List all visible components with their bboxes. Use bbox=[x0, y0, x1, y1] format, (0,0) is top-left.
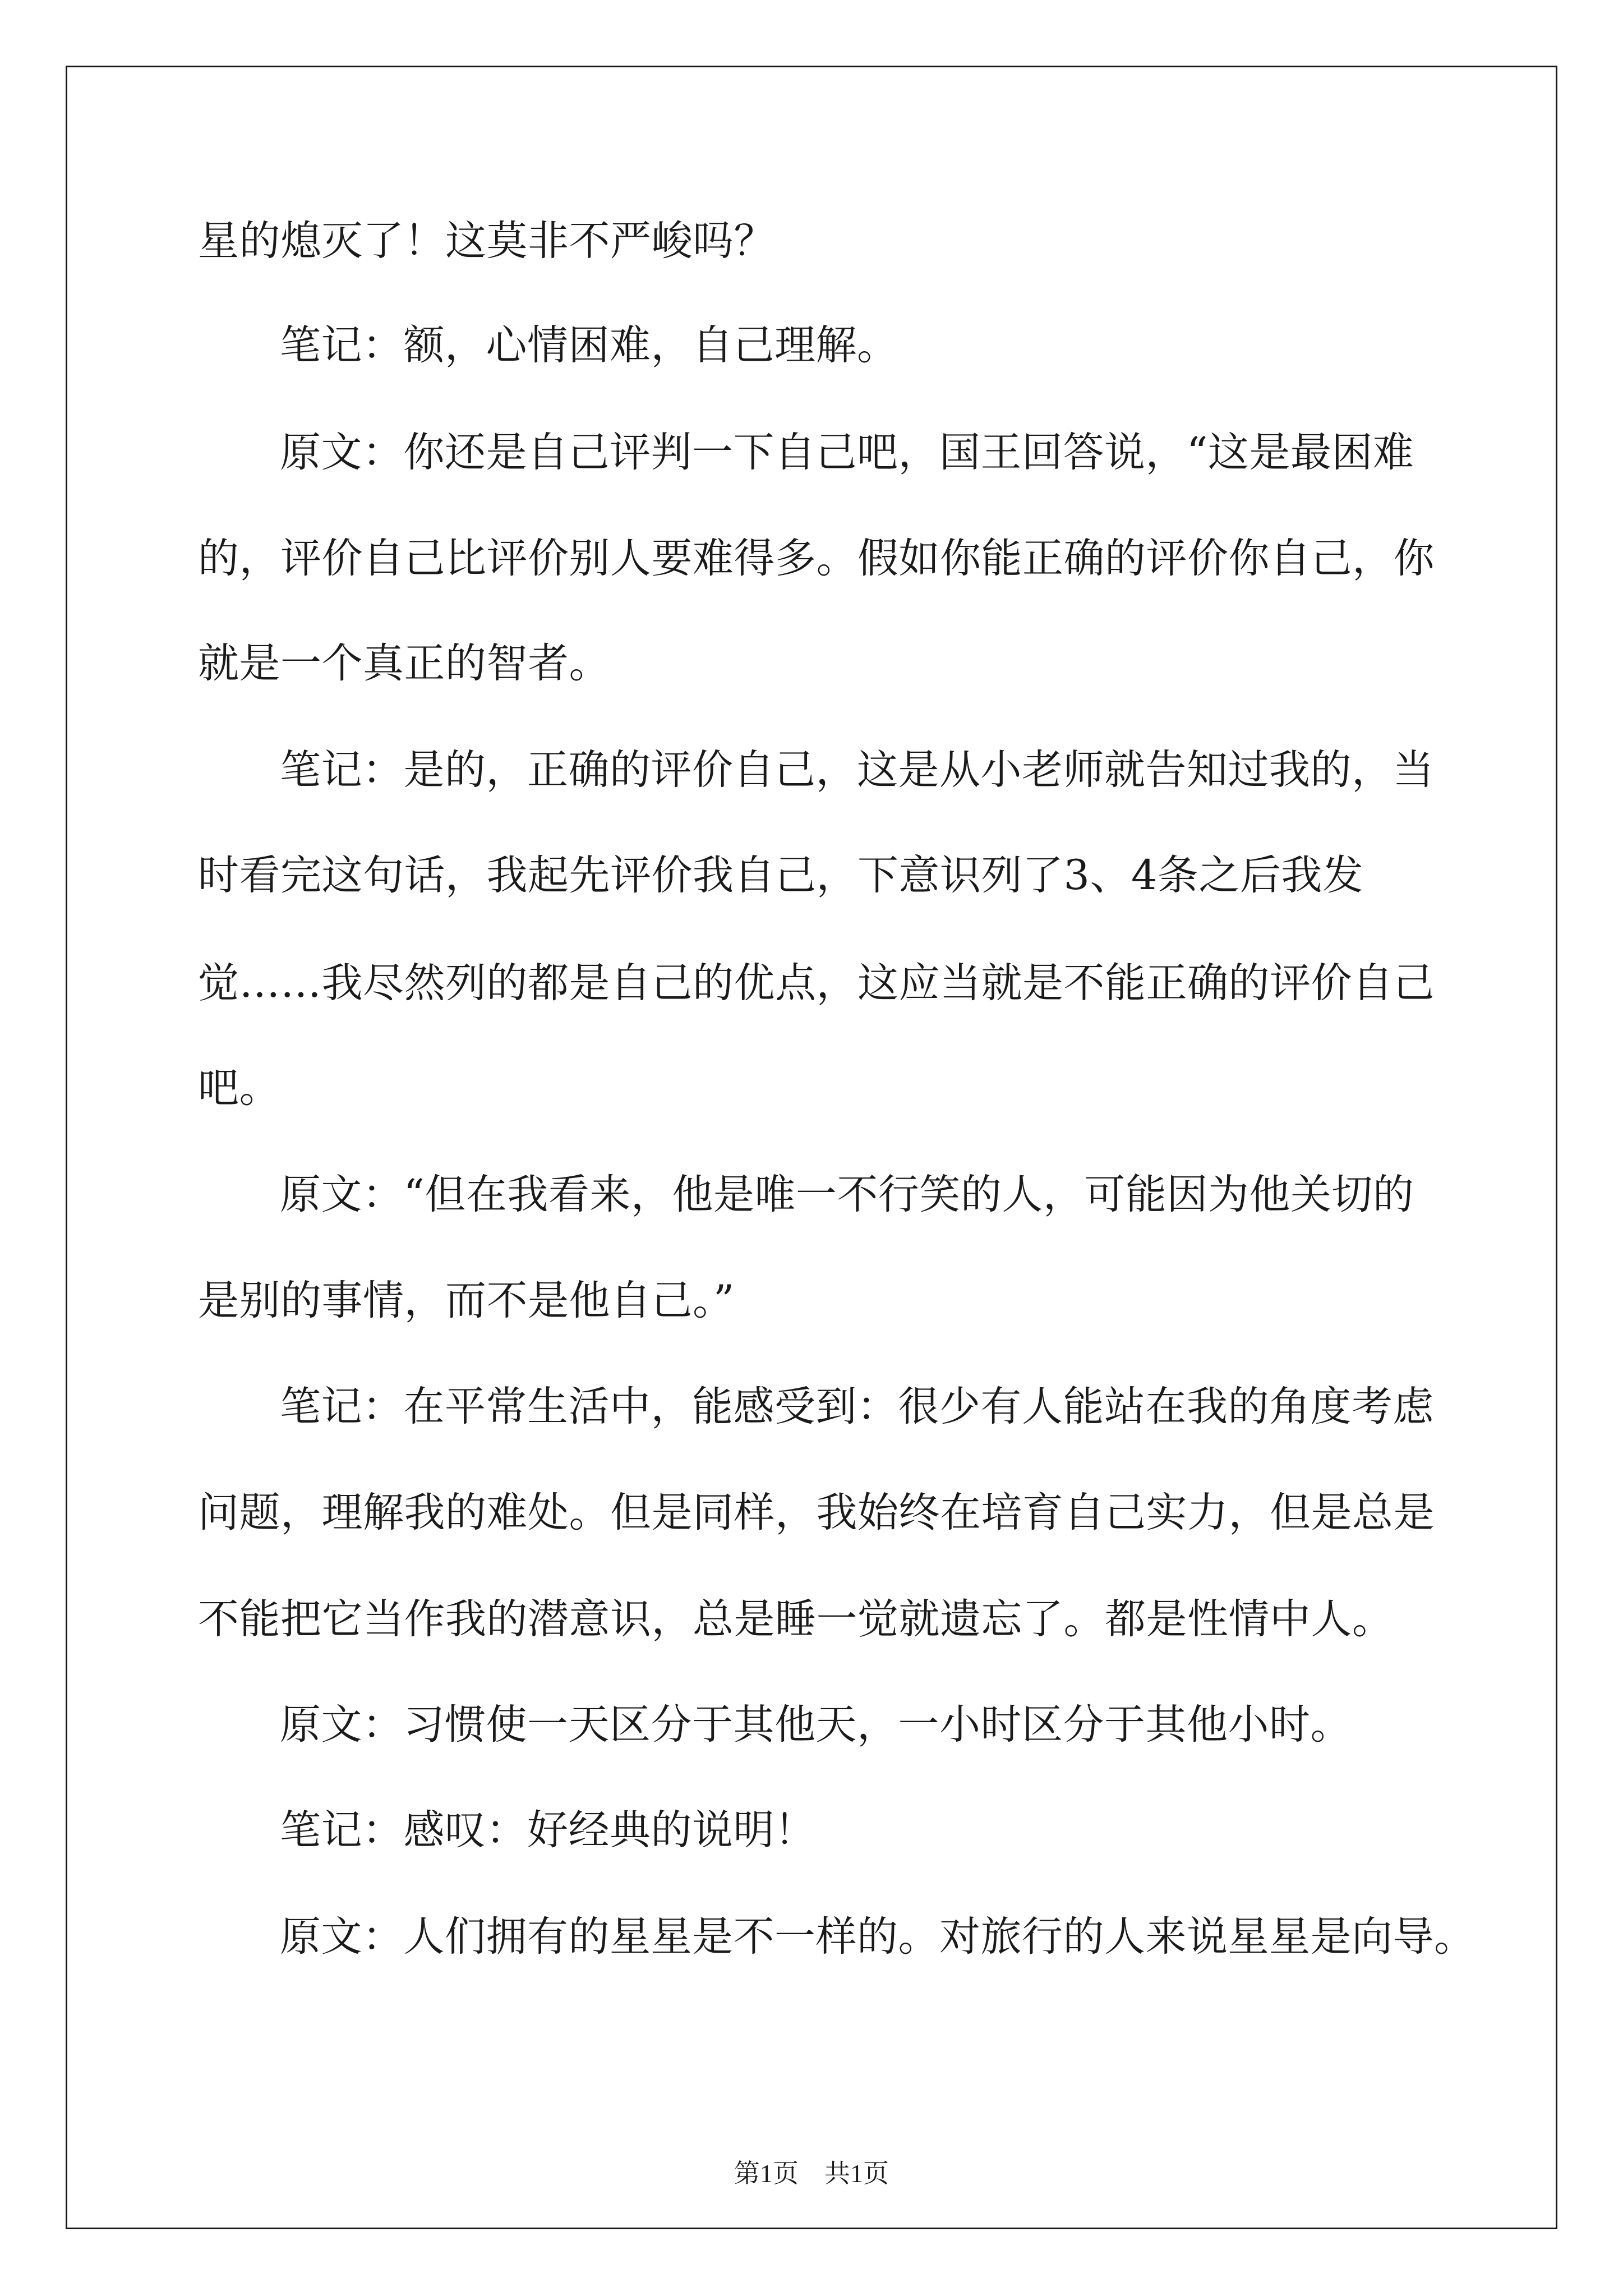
text-line: 问题，理解我的难处。但是同样，我始终在培育自己实力，但是总是 bbox=[198, 1489, 1435, 1536]
text-line: 星的熄灭了！这莫非不严峻吗？ bbox=[198, 217, 775, 265]
text-line: 就是一个真正的智者。 bbox=[198, 639, 610, 687]
text-line: 原文：人们拥有的星星是不一样的。对旅行的人来说星星是向导。 bbox=[280, 1913, 1476, 1961]
text-line: 笔记：感叹：好经典的说明！ bbox=[280, 1806, 816, 1854]
text-line: 时看完这句话，我起先评价我自己，下意识列了3、4条之后我发 bbox=[198, 852, 1364, 899]
text-line: 吧。 bbox=[198, 1064, 280, 1112]
text-line: 笔记：额，心情困难，自己理解。 bbox=[280, 321, 898, 369]
text-line: 原文：你还是自己评判一下自己吧，国王回答说，“这是最困难 bbox=[280, 429, 1414, 476]
page-number-footer: 第1页 共1页 bbox=[734, 2159, 889, 2188]
text-line: 不能把它当作我的潜意识，总是睡一觉就遗忘了。都是性情中人。 bbox=[198, 1595, 1394, 1643]
text-line: 觉……我尽然列的都是自己的优点，这应当就是不能正确的评价自己 bbox=[198, 959, 1435, 1007]
page-border bbox=[66, 66, 1557, 2229]
text-line: 原文：“但在我看来，他是唯一不行笑的人，可能因为他关切的 bbox=[280, 1171, 1414, 1218]
text-line: 笔记：在平常生活中，能感受到：很少有人能站在我的角度考虑 bbox=[280, 1383, 1434, 1430]
text-line: 是别的事情，而不是他自己。” bbox=[198, 1277, 735, 1324]
text-line: 原文：习惯使一天区分于其他天，一小时区分于其他小时。 bbox=[280, 1701, 1352, 1749]
text-line: 笔记：是的，正确的评价自己，这是从小老师就告知过我的，当 bbox=[280, 746, 1434, 794]
text-line: 的，评价自己比评价别人要难得多。假如你能正确的评价你自己，你 bbox=[198, 535, 1435, 582]
